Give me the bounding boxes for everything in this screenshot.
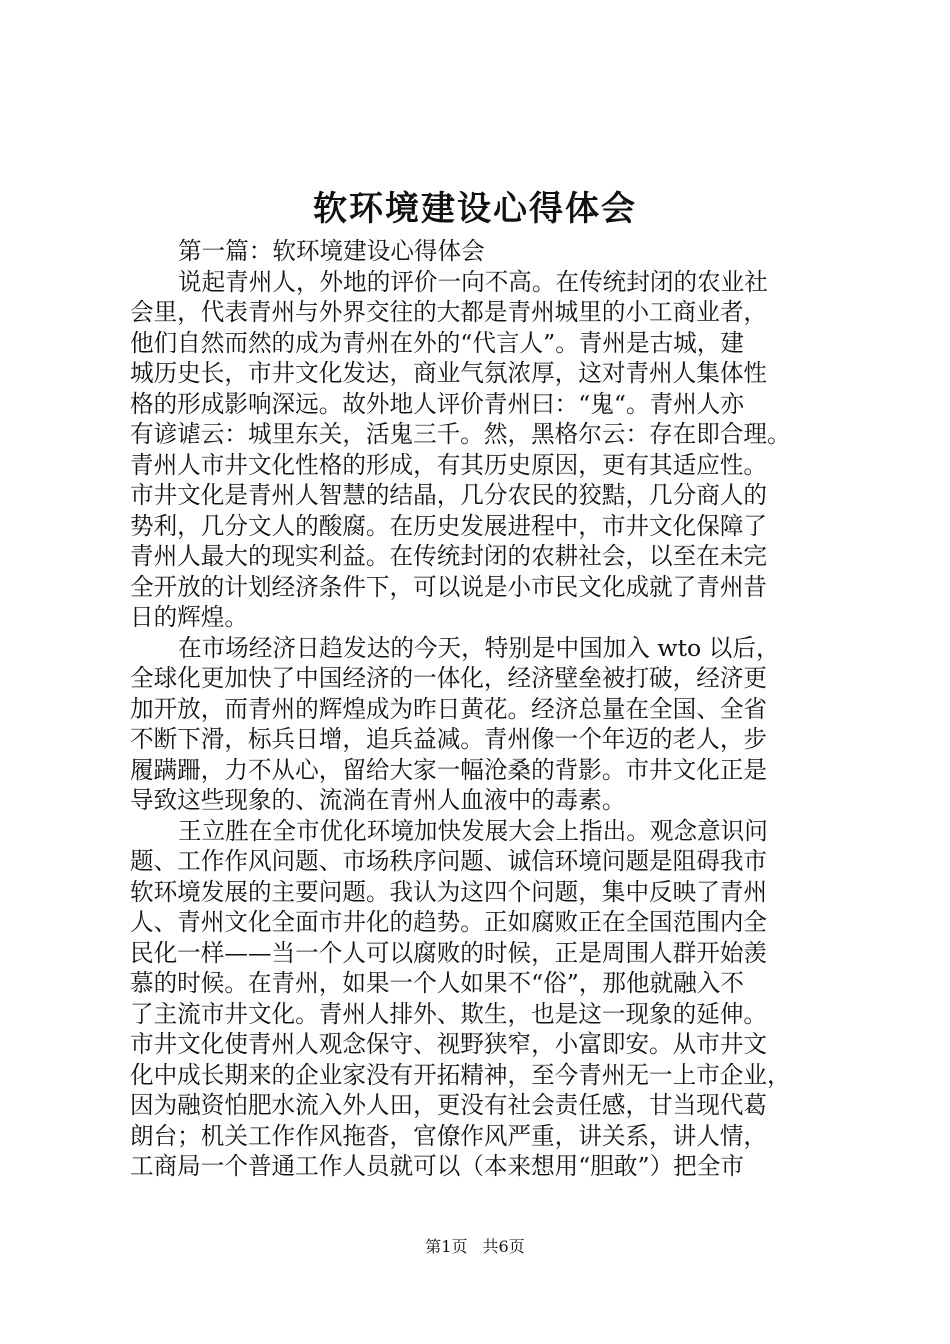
text-line: 说起青州人，外地的评价一向不高。在传统封闭的农业社 (178, 267, 768, 296)
text-line: 势利，几分文人的酸腐。在历史发展进程中，市井文化保障了 (130, 511, 768, 540)
text-line: 会里，代表青州与外界交往的大都是青州城里的小工商业者， (130, 298, 768, 326)
text-line: 不断下滑，标兵日增，追兵益减。青州像一个年迈的老人，步 (130, 725, 768, 753)
text-line: 全开放的计划经济条件下，可以说是小市民文化成就了青州昔 (130, 572, 768, 601)
document-title: 软环境建设心得体会 (313, 189, 637, 229)
text-line: 朗台；机关工作作风拖沓，官僚作风严重，讲关系，讲人情， (130, 1121, 768, 1150)
page-total: 共6页 (482, 1237, 525, 1256)
text-line: 青州人市井文化性格的形成，有其历史原因，更有其适应性。 (130, 450, 768, 479)
text-line: 他们自然而然的成为青州在外的“代言人”。青州是古城，建 (130, 328, 744, 357)
text-line: 因为融资怕肥水流入外人田，更没有社会责任感，甘当现代葛 (130, 1091, 768, 1119)
text-line: 在市场经济日趋发达的今天，特别是中国加入 wto 以后， (178, 633, 780, 662)
section-heading: 第一篇：软环境建设心得体会 (178, 237, 485, 265)
text-line: 格的形成影响深远。故外地人评价青州曰：“鬼“。青州人亦 (130, 389, 744, 418)
text-line: 日的辉煌。 (130, 603, 248, 631)
text-line: 软环境发展的主要问题。我认为这四个问题，集中反映了青州 (130, 877, 768, 906)
text-line: 导致这些现象的、流淌在青州人血液中的毒素。 (130, 786, 626, 814)
text-line: 市井文化是青州人智慧的结晶，几分农民的狡黠，几分商人的 (130, 481, 768, 509)
page-footer (0, 1236, 950, 1258)
text-line: 加开放，而青州的辉煌成为昨日黄花。经济总量在全国、全省 (130, 694, 768, 723)
text-line: 市井文化使青州人观念保守、视野狭窄，小富即安。从市井文 (130, 1030, 768, 1058)
text-line: 人、青州文化全面市井化的趋势。正如腐败正在全国范围内全 (130, 908, 768, 936)
text-line: 工商局一个普通工作人员就可以（本来想用“胆敢”）把全市 (130, 1152, 744, 1180)
text-line: 王立胜在全市优化环境加快发展大会上指出。观念意识问 (178, 816, 768, 845)
text-line: 化中成长期来的企业家没有开拓精神，至今青州无一上市企业， (130, 1060, 791, 1089)
text-line: 题、工作作风问题、市场秩序问题、诚信环境问题是阻碍我市 (130, 847, 768, 875)
document-body (130, 236, 830, 1182)
text-line: 有谚谑云：城里东关，活鬼三千。然，黑格尔云：存在即合理。 (130, 420, 791, 448)
text-line: 青州人最大的现实利益。在传统封闭的农耕社会，以至在未完 (130, 542, 768, 570)
text-line: 慕的时候。在青州，如果一个人如果不“俗”，那他就融入不 (130, 969, 744, 997)
page-number: 第1页 (425, 1237, 468, 1256)
text-line: 民化一样——当一个人可以腐败的时候，正是周围人群开始羡 (130, 938, 768, 967)
text-line: 了主流市井文化。青州人排外、欺生，也是这一现象的延伸。 (130, 999, 768, 1028)
text-line: 履蹒跚，力不从心，留给大家一幅沧桑的背影。市井文化正是 (130, 755, 768, 784)
text-line: 城历史长，市井文化发达，商业气氛浓厚，这对青州人集体性 (130, 359, 768, 387)
text-line: 全球化更加快了中国经济的一体化，经济壁垒被打破，经济更 (130, 664, 768, 692)
